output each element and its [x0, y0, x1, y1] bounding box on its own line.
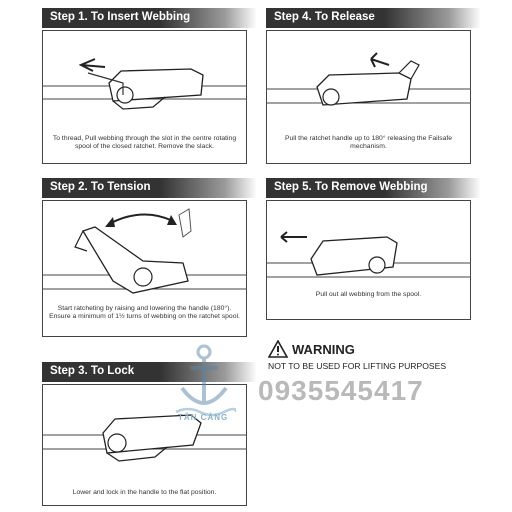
step-1-panel: [42, 30, 247, 164]
step-4-caption: Pull the ratchet handle up to 180° releasing the Failsafe mechanism.: [284, 135, 453, 151]
step-5-header: [266, 178, 481, 198]
step-4-title: Step 4. To Release: [274, 11, 375, 23]
step-2-caption: Start ratcheting by raising and lowering the handle (180°). Ensure a minimum of 1½ turns of webbing on the ratchet spool.: [49, 305, 240, 321]
phone-watermark: 0935545417: [258, 375, 424, 406]
brand-watermark: TÂN CẢNG: [178, 413, 229, 422]
step-3-caption: Lower and lock in the handle to the flat position.: [72, 489, 217, 496]
step-2-panel: [42, 200, 247, 337]
step-1-header: [42, 8, 257, 28]
step-5-caption: Pull out all webbing from the spool.: [315, 291, 422, 298]
step-1-title: Step 1. To Insert Webbing: [50, 11, 191, 23]
step-2-title: Step 2. To Tension: [50, 181, 151, 193]
step-5-illustration: [267, 201, 470, 319]
warning-triangle-icon: [268, 340, 288, 358]
warning-title: WARNING: [292, 342, 355, 357]
step-4-header: [266, 8, 481, 28]
step-4-panel: [266, 30, 471, 164]
step-5-title: Step 5. To Remove Webbing: [274, 181, 428, 193]
step-2-header: [42, 178, 257, 198]
step-3-title: Step 3. To Lock: [50, 365, 135, 377]
warning-subtitle: NOT TO BE USED FOR LIFTING PURPOSES: [268, 361, 447, 371]
step-5-panel: [266, 200, 471, 320]
step-1-caption: To thread, Pull webbing through the slot in the centre rotating spool of the closed ratchet. Remove the slack.: [52, 135, 237, 151]
